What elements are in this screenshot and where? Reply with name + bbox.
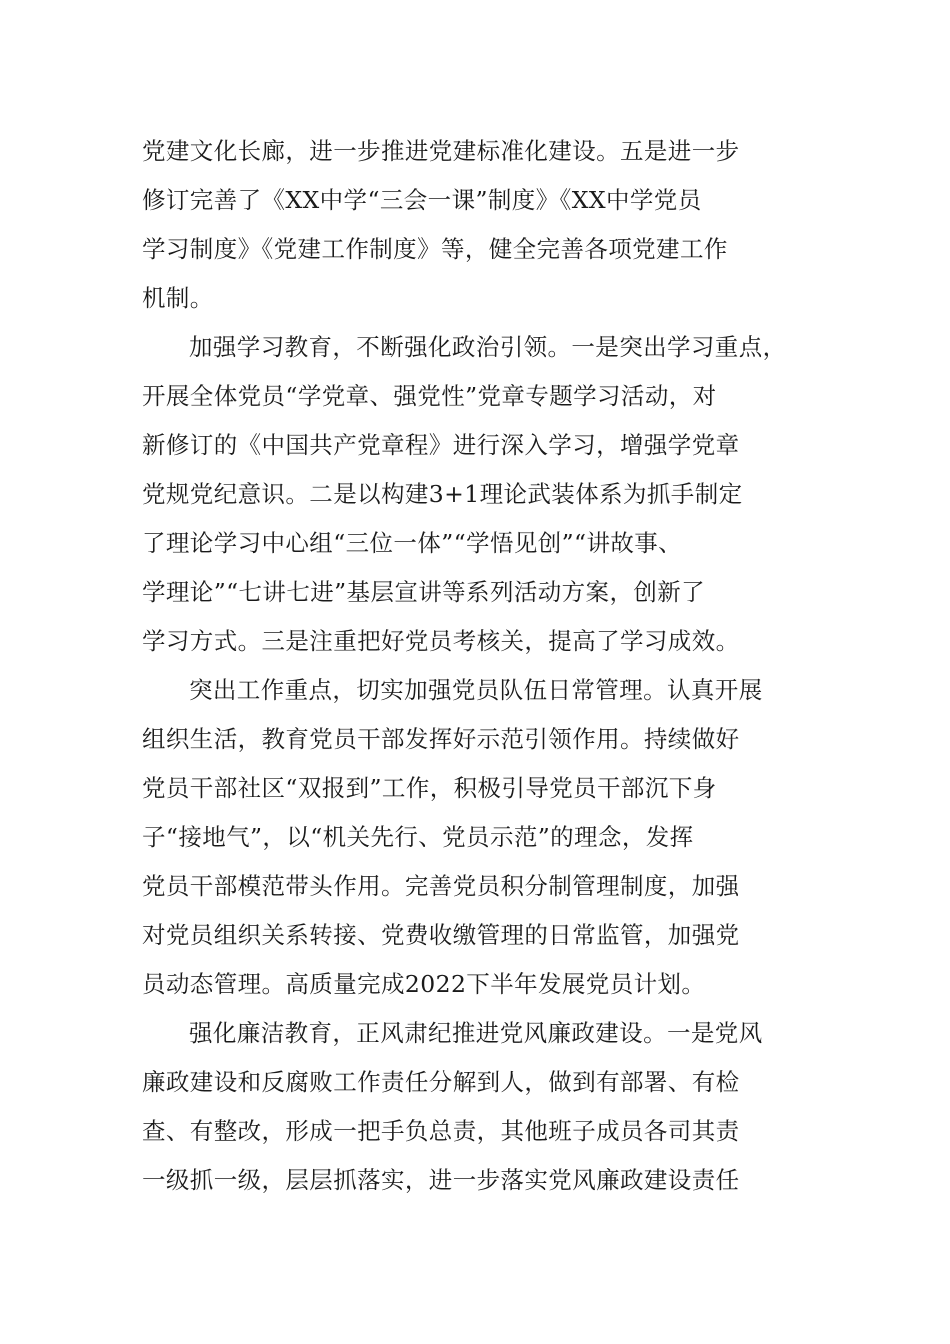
text-line: 机制。: [142, 284, 214, 312]
text-line: 了理论学习中心组“三位一体”“学悟见创”“讲故事、: [142, 529, 683, 557]
text-line: 员动态管理。高质量完成2022下半年发展党员计划。: [142, 970, 706, 998]
paragraph-first-line: 强化廉洁教育，正风肃纪推进党风廉政建设。一是党风: [189, 1019, 763, 1047]
text-line: 子“接地气”，以“机关先行、党员示范”的理念，发挥: [142, 823, 694, 851]
text-line: 学习方式。三是注重把好党员考核关，提高了学习成效。: [142, 627, 740, 655]
text-line: 组织生活，教育党员干部发挥好示范引领作用。持续做好: [142, 725, 740, 753]
text-line: 党员干部模范带头作用。完善党员积分制管理制度，加强: [142, 872, 740, 900]
text-line: 学习制度》《党建工作制度》等，健全完善各项党建工作: [142, 235, 728, 263]
text-line: 新修订的《中国共产党章程》进行深入学习，增强学党章: [142, 431, 740, 459]
text-line: 学理论”“七讲七进”基层宣讲等系列活动方案，创新了: [142, 578, 706, 606]
paragraph-first-line: 加强学习教育，不断强化政治引领。一是突出学习重点，: [189, 333, 787, 361]
document-body: [142, 127, 812, 1205]
paragraph-first-line: 突出工作重点，切实加强党员队伍日常管理。认真开展: [189, 676, 763, 704]
text-line: 修订完善了《XX中学“三会一课”制度》《XX中学党员: [142, 186, 702, 214]
text-line: 一级抓一级，层层抓落实，进一步落实党风廉政建设责任: [142, 1166, 740, 1194]
text-line: 党规党纪意识。二是以构建3+1理论武装体系为抓手制定: [142, 480, 743, 508]
text-line: 开展全体党员“学党章、强党性”党章专题学习活动，对: [142, 382, 717, 410]
text-line: 廉政建设和反腐败工作责任分解到人，做到有部署、有检: [142, 1068, 740, 1096]
text-line: 党建文化长廊，进一步推进党建标准化建设。五是进一步: [142, 137, 740, 165]
text-line: 对党员组织关系转接、党费收缴管理的日常监管，加强党: [142, 921, 740, 949]
text-line: 党员干部社区“双报到”工作，积极引导党员干部沉下身: [142, 774, 717, 802]
text-line: 查、有整改，形成一把手负总责，其他班子成员各司其责: [142, 1117, 740, 1145]
